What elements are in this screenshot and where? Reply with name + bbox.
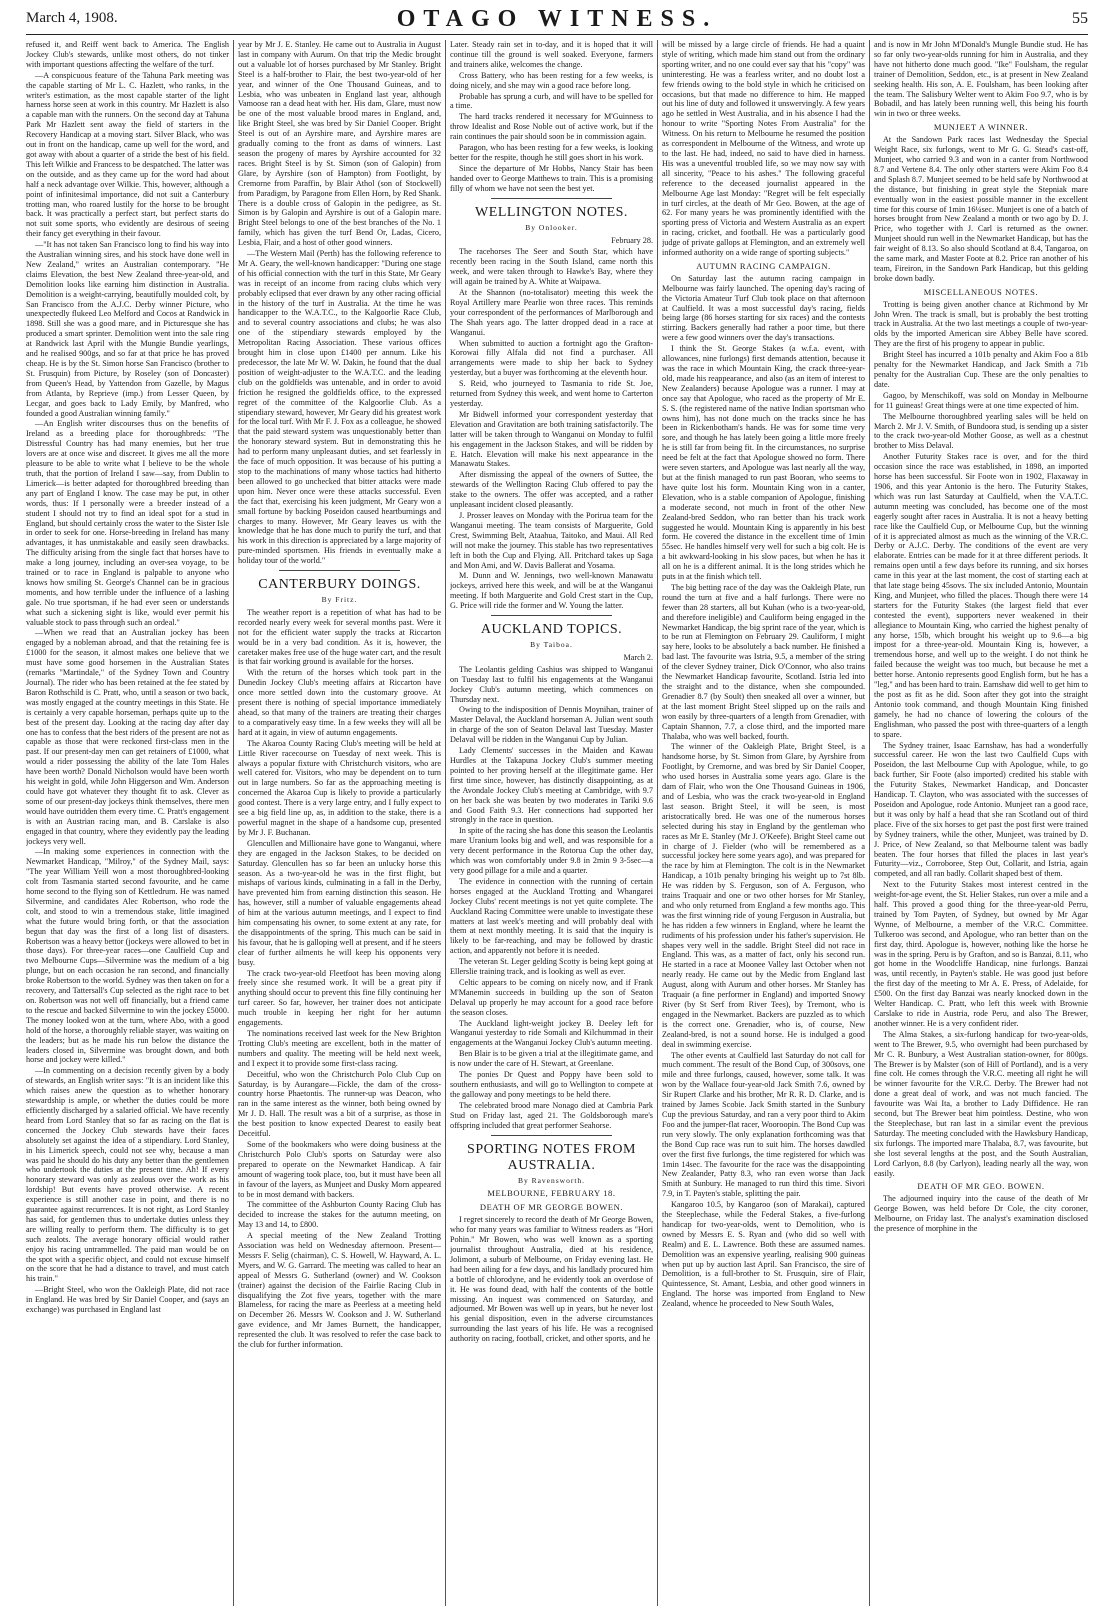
paragraph: After dismissing the appeal of the owners of Suttee, the stewards of the Wellington Racing Club offered to pay the stake to the owners. The offer was accepted, and a rather unpleasant incident closed pleasantly.: [450, 470, 653, 510]
paragraph: The Alma Stakes, a six-furlong handicap for two-year-olds, went to The Brewer, 9.5, who overnight had been purchased by Mr C. R. Bunbury, a West Australian station-owner, for 800gs. The Brewer is by Malster (son of Hill of Portland), and is a very fine colt. He comes through the V.R.C. meeting all right he will be winner favourite for the V.R.C. Derby. The Brewer had not done a great deal of work, and was not much fancied. The favourite was Wai Ita, a brother to Lady Diffidence. He ran second, but The Brewer beat him pointless. Destine, who won the Steeplechase, but ran last in a similar event the previous Saturday. The meeting concluded with the Hawksbury Handicap, six furlongs. The imported mare Thalaba, 8.7, was favourite, but she lost several lengths at the post, and the South Australian, Lord Carlyon, 8.8 (by Carlyon), leading nearly all the way, won easily.: [874, 1029, 1088, 1178]
subheading: DEATH OF MR GEO. BOWEN.: [917, 1181, 1045, 1192]
section-heading-auckland: AUCKLAND TOPICS.: [480, 622, 623, 638]
paragraph: —In commenting on a decision recently given by a body of stewards, an English writer says: "It is an incident like this which raises anew the question as to whether honorary stewardship is ample, or whether the duties could be more efficiently discharged by a salaried official. We have recently heard from Lord Stanley that so far as racing on the flat is concerned the Jockey Club stewards have their faces absolutely set against the idea of a stipendiary. Lord Stanley, in his Limerick speech, could not see why, because a man was paid he should do his duty any better than the gentlemen who undertook the duties at the present time. Ah! If every honorary steward was only as zealous over the work as his lordship! But events have proved otherwise. A recent experience is still another case in point, and there is no guarantee against recurrences. It is not right, as Lord Stanley has said, for gentlemen thus to undertake duties unless they are willing really to perform them. The difficulty is to get such zealots. The average honorary official would rather enjoy his racing untrammelled. The paid man would be on the spot with a specific object, and could not excuse himself on the score that he had a distance to travel, and must catch his train.": [26, 1066, 229, 1284]
paragraph: The winner of the Oakleigh Plate, Bright Steel, is a handsome horse, by St. Simon from Glare, by Ayrshire from Footlight, by Cremorne, and was bred by Sir Daniel Cooper, who used horses in Australia some years ago. Glare is the dam of Flair, who won the One Thousand Guineas in 1906, and of Lesbia, who was the crack two-year-old in England last season. Bright Steel, it will be seen, is most aristocratically bred. He was one of the numerous horses selected during his stay in England by the gentleman who races as Mr E. Stanley (Mr J. O'Keefe). Bright Steel came out in charge of J. Fielder (who will be remembered as a successful jockey here some years ago), and was prepared for the race by him at Flemington. The colt is in the Newmarket Handicap, a 101b penalty bringing his weight up to 7st 8lb. He was ridden by S. Ferguson, son of A. Ferguson, who trains Traquair and one or two other horses for Mr Stanley, and who only returned from England a few months ago. This was the first winning ride of young Ferguson in Australia, but he has ridden a few winners in England, where he learnt the rudiments of his profession under his father's supervision. He shapes very well in the saddle. Bright Steel did not race in England. This was, as a matter of fact, only his second run. He started in a race at Moonee Valley last October when not nearly ready. He came out by the Medic from England last August, along with Aurum and other horses. Mr Stanley has Traquair (a fine performer in England) and imported Snowy River (by St Serf from River Tees), by Tremont, who is engaged in the Newmarket. Backers are puzzled as to which is the correct one. Grenadier, who is, of course, New Zealand-bred, is not a sound horse. He is indulged a good deal in swimming exercise.: [662, 742, 865, 1049]
paragraph: Gagoo, by Menschikoff, was sold on Monday in Melbourne for 11 guineas! Great things were at one time expected of him.: [874, 390, 1088, 410]
column-rule: [869, 40, 870, 1606]
paragraph: —In making some experiences in connection with the Newmarket Handicap, "Milroy," of the Sydney Mail, says: "The year William Yeill won a most thoroughbred-looking colt from Tasmania started second favourite, and he came home second to the flying son of Kettledrum. He was named Silvermine, and candidates Alec Robertson, who rode the colt, and stood to win a tremendous stake, little imagined what the future would bring forth, or that the association begun that day was the first of a long list of disasters. Robertson was a heavy bettor (jockeys were allowed to bet in those days). For three-year races—one Caulfield Cup and two Melbourne Cups—Silvermine was the medium of a big plunge, but on each occasion he ran second, and financially broke Robertson to the world. Sydney was then taken on for a recovery, and Tattersall's Cup selected as the right race to bet on. Robertson was not well off financially, but a friend came to the rescue and backed Silvermine to win the jockey £5000. The money looked won at the turn, where Abo, with a good hold of the horse, a thoroughly reliable stayer, was waiting on the leaders; but as he made his run below the distance the leaders closed in, Silvermine was brought down, and both horse and jockey were killed.": [26, 847, 229, 1065]
masthead: [26, 6, 1088, 35]
dateline: February 28.: [611, 235, 653, 245]
paragraph: S. Reid, who journeyed to Tasmania to ride St. Joe, returned from Sydney this week, and went home to Carterton yesterday.: [450, 379, 653, 408]
paragraph: Trotting is being given another chance at Richmond by Mr John Wren. The track is small, but is probably the best trotting track in Australia. At the two last meetings a couple of two-year-olds by the imported American sire Abbey Belle have scored. They are the first of his progeny to appear in public.: [874, 299, 1088, 349]
issue-date: March 4, 1908.: [26, 10, 118, 26]
paragraph: The adjourned inquiry into the cause of the death of Mr George Bowen, was held before Dr Cole, the city coroner, Melbourne, on Friday last. The analyst's examination disclosed the presence of morphine in the: [874, 1194, 1088, 1234]
paragraph: On Saturday last the autumn racing campaign in Melbourne was fairly launched. The opening day's racing of the Victoria Amateur Turf Club took place on that afternoon at Caulfield. It was a most successful day's racing, fields being large (86 horses starting for six races) and the contests stirring. Backers generally had rather a poor time, but there were a few good winners over the day's transactions.: [662, 273, 865, 343]
byline: By Taiboa.: [530, 640, 573, 650]
paragraph: Mr Bidwell informed your correspondent yesterday that Elevation and Gravitation are both training satisfactorily. The latter will be taken through to Wanganui on Monday to fulfil his engagement in the Jackson Stakes, and will be ridden by E. Hatch. Elevation will make his next appearance in the Manawatu Stakes.: [450, 409, 653, 469]
column-5: [874, 40, 1088, 1606]
paragraph: The racehorses The Seer and South Star, which have recently been racing in the South Island, came north this week, and were taken through to Hawke's Bay, where they will again be trained by A. White at Waipawa.: [450, 247, 653, 287]
column-rule: [445, 40, 446, 1606]
section-heading-sporting-notes: SPORTING NOTES FROM AUSTRALIA.: [467, 1141, 636, 1173]
paragraph: Lady Clements' successes in the Maiden and Kawau Hurdles at the Takapuna Jockey Club's summer meeting pointed to her proving herself at the illegitimate game. Her first time since, however, has distinctly disappointing, as at the Avondale Jockey Club's meeting at Cambridge, with 9.7 on her back she was beaten by two moderates in Tariki 9.6 and Good Faith 9.3. Her connections had supported her strongly in the race in question.: [450, 746, 653, 825]
byline: By Onlooker.: [525, 222, 578, 232]
paragraph: With the return of the horses which took part in the Dunedin Jockey Club's meeting affairs at Riccarton have once more settled down into the customary groove. At present there is nothing of special importance immediately ahead, so that many of the trainers are treating their charges to a comparatively easy time. In a few weeks they will all be hard at it again, in view of autumn engagements.: [238, 668, 441, 737]
section-heading-canterbury: CANTERBURY DOINGS.: [258, 577, 421, 593]
subheading: MUNJEET A WINNER.: [933, 122, 1029, 133]
divider: [279, 570, 401, 571]
page-number: 55: [1072, 10, 1088, 27]
paragraph: The weather report is a repetition of what has had to be recorded nearly every week for several months past. Were it not for the efficient water supply the tracks at Riccarton would be in a very bad condition. As it is, however, the caretaker makes free use of the huge water cart, and the result is that fair working ground is available for the horses.: [238, 607, 441, 667]
newspaper-title: OTAGO WITNESS.: [396, 6, 718, 32]
paragraph: Glencullen and Millionaire have gone to Wanganui, where they are engaged in the Jackson Stakes, to be decided on Saturday. Glencullen has so far been an unlucky horse this season. As a two-year-old he was in the first flight, but mishaps of various kinds, culminating in a fall in the Derby, have prevented him from earning distinction this season. He has, however, still a number of valuable engagements ahead of him at the various autumn meetings, and I expect to find him compensating his owner, to some extent at any rate, for the disappointments of the spring. This much can be said in his favour, that he is galloping well at present, and if he steers clear of further ailments he will keep his opponents very busy.: [238, 838, 441, 967]
paragraph: The Auckland light-weight jockey B. Deeley left for Wanganui yesterday to ride Somali and Kilchummad in their engagements at the Wanganui Jockey Club's autumn meeting.: [450, 1018, 653, 1048]
byline: By Fritz.: [321, 595, 358, 605]
paragraph: The Akaroa County Racing Club's meeting will be held at Little River racecourse on Tuesday of next week. This is always a popular fixture with Christchurch visitors, who are well catered for. Visitors, who may be dependent on to turn out in large numbers. So far as the approaching meeting is concerned the Akaroa Cup is likely to provide a particularly good contest. There is a very large entry, and I fully expect to see a big field line up, as, in addition to the stake, there is a powerful magnet in the shape of a handsome cup, presented by Mr J. F. Buchanan.: [238, 738, 441, 837]
divider: [491, 1135, 613, 1136]
paragraph: The veteran St. Leger gelding Scotty is being kept going at Ellerslie training track, and is looking as well as ever.: [450, 957, 653, 977]
columns: [26, 40, 1088, 1606]
column-rule: [233, 40, 234, 1606]
column-2: [238, 40, 441, 1606]
paragraph: The other events at Caulfield last Saturday do not call for much comment. The result of the Bond Cup, of 300sovs, one mile and three furlongs, caused, however, some talk. It was won by the Wallace four-year-old Jack Smith 7.6, owned by Sir Rupert Clarke and his brother, Mr R. R. D. Clarke, and is trained by James Scobie. Jack Smith started in the Sunbury Cup the previous Saturday, and ran a very poor third to Akim Foo and the jumper-flat racer, Wooroopin. The Bond Cup was run very slowly. The only explanation forthcoming was that the Bond Cup race was run to suit him. The horses dawdled over the first five furlongs, the time registered for which was 1min 14sec. The favourite for the race was the disappointing New Zealander, Patty 8.3, who ran even worse than Jack Smith at Sunbury. He managed to run third this time. Sivori 7.9, in T. Payten's stable, splitting the pair.: [662, 1050, 865, 1199]
paragraph: I think the St. George Stakes (a w.f.a. event, with allowances, nine furlongs) first demands attention, because it was the race in which Mountain King, the crack three-year-old, made his reappearance, and also (as an item of interest to New Zealanders) because Apologue was a runner. I may at once say that Apologue, who raced as the property of Mr E. S. S. (the registered name of the native Indian sportsman who owns him), has not done much on the tracks since he has been in Rickenbotham's hands. He was for some time very sore, and though he has lately been going a little more freely he is still far from being fit. In the circumstances, no surprise need be felt at the fact that Apologue showed no form. There were seven starters, and Apologue was last nearly all the way, but at the finish managed to run past Booran, who seems to have quite lost his form. Mountain King won in a canter, Elevation, who is a stable companion of Apologue, finishing a moderate second, not much in front of the other New Zealand-bred Seddon, who ran better than his track work suggested he would. Mountain King is apparently in his best form. He covered the distance in the excellent time of 1min 55sec. He handles himself very well for such a big colt. He is a bit awkward-looking in his slow paces, but when he has it all on he is a different animal. It is the long strides which he puts in at the finish which tell.: [662, 344, 865, 582]
byline: By Ravensworth.: [517, 1175, 586, 1185]
paragraph: will be missed by a large circle of friends. He had a quaint style of writing, which made him stand out from the ordinary sporting writer, and no one could ever say that his "copy" was uninteresting. He was a fearless writer, and no doubt lost a few friends owing to the bold style in which he criticised on occasions, but that made no difference to him. He mapped out his line of duty and followed it unswervingly. A few years ago he settled in West Australia, and in his absence I had the honour to write "Sporting Notes From Australia" for the Witness. On his return to Melbourne he resumed the position as correspondent in Melbourne of the Witness, and wrote up to the last. He had, indeed, no said to have died in harness. His was a uneventful troubled life, so we may now say with all sincerity, "Peace to his ashes." The following graceful reference to the deceased journalist appeared in the Melbourne Age last Monday: "Regret will be felt especially in turf circles, at the death of Mr Geo. Bowen, at the age of 62. For many years he was prominently identified with the sporting press of Victoria and Western Australia as an expert in racing, cricket, and football. He was a particularly good judge of private gallops at Flemington, and an extremely well informed authority on a wide range of sporting subjects.": [662, 40, 865, 258]
paragraph: At the Sandown Park races last Wednesday the Special Weight Race, six furlongs, went to Mr G. G. Stead's cast-off, Munjeet, who carried 9.3 and won in a canter from Northwood 8.7 and Vertene 8.4. The only other starters were Akim Foo 8.4 and Splash 8.7. Munjeet seemed to be held safe by Northwood at the distance, but finishing in great style the Stepniak mare eventually won in the easiest possible manner in the excellent time for this course of 1min 16¼sec. Munjeet is one of a batch of horses brought from New Zealand a month or two ago by D. J. Price, who together with J. Carl is returned as the owner. Munjeet should run well in the Newmarket Handicap, but has the fair weight of 8.13. So also should Scotland at 8.4, Tangaroa, on the same mark, and Master Foote at 8.2. Price ran another of his team, Fireiron, in the Sandown Park Handicap, but this gelding broke down badly.: [874, 135, 1088, 283]
paragraph: Deceitful, who won the Christchurch Polo Club Cup on Saturday, is by Aurangare—Fickle, the dam of the cross-country horse Phaetontis. The runner-up was Deacon, who ran in the same interest as the winner, both being owned by Mr J. D. Hall. The result was a bit of a surprise, as those in the best position to know expected Dearest to easily beat Deceitful.: [238, 1069, 441, 1139]
paragraph: The Melbourne thoroughbred yearling sales will be held on March 2. Mr J. V. Smith, of Bundoora stud, is sending up a sister to the crack two-year-old Mother Goose, as well as a chestnut brother to Miss Delaval.: [874, 411, 1088, 451]
subheading: AUTUMN RACING CAMPAIGN.: [696, 260, 831, 271]
paragraph: and is now in Mr John M'Donald's Mungle Bundie stud. He has so far only two-year-olds running for him in Australia, and they have not hitherto done much good. "Ike" Foulsham, the regular trainer of Demolition, Seddon, etc., is at present in New Zealand seeking health. His son, A. E. Foulsham, has been looking after the team. The Salisbury Welter went to Akim Foo 9.7, who is by Bobadil, and has lately been running well, this being his fourth win in two or three weeks.: [874, 40, 1088, 119]
subheading: DEATH OF MR GEORGE BOWEN.: [479, 1202, 624, 1213]
paragraph: —The Western Mail (Perth) has the following reference to Mr A. Geary, the well-known handicapper: "During one stage of his official connection with the turf in this State, Mr Geary was in receipt of an income from racing clubs which very probably eclipsed that ever drawn by any other racing official in the history of the turf in Australia. At the time he was handicapper to the W.A.T.C., to the Kalgoorlie Race Club, and to several country associations and clubs; he was also one of the stipendiary stewards employed by the Metropolitan Racing Association. These various offices brought him in close upon £1400 per annum. Like his predecessor, the late Mr W. W. Dakin, he found that the dual position of weight-adjuster to the W.A.T.C. and the leading club on the goldfields was untenable, and in order to avoid friction he resigned the goldfields office, to the expressed regret of the committee of the Kalgoorlie Club. As a stipendiary steward, however, Mr Geary did his greatest work for the local turf. With Mr F. J. Fox as a colleague, he showed that the paid steward system was unquestionably better than the honorary steward system. But in demonstrating this he had to perform many unpleasant duties, and set fearlessly in the face of much opposition. It was because of his putting a stop to the machinations of many whose tactics had hitherto been allowed to go unchecked that bitter attacks were made upon him. Never once were these attacks successful. Even the fact that, exercising his keen judgment, Mr Geary won a small fortune by backing Poseidon caused heartburnings and charges to many. However, Mr Geary leaves us with the knowledge that he has done much to purify the turf, and that his work in this direction is appreciated by a large majority of pure-minded sportsmen. His friends in eventually make a holiday tour of the world.": [238, 249, 441, 566]
subheading: MISCELLANEOUS NOTES.: [923, 286, 1039, 297]
paragraph: —When we read that an Australian jockey has been engaged by a nobleman abroad, and that the retaining fee is £1000 for the season, it almost makes one believe that we must have some good horsemen in the Australian States (remarks "Martindale," of the Sydney Town and Country Journal). The rider who has been retained at the fee stated by Baron Rothschild is C. Pratt, who, until a season or two back, was mostly engaged at the country meetings in this State. He is certainly a very capable horseman, perhaps quite up to the best of the present day. Looking at the racing day after day one has to confess that the best riders of the present are not as capable as those that were reckoned first-class men in the past. If our present-day men can get retainers of £1000, what would a rider possessing the ability of the late Tom Hales have been worth? Donald Nicholson would have been worth his weight in gold, while John Higgerson and Wm. Anderson could have got whatever they thought fit to ask. Clever as some of our present-day jockeys think themselves, there men would have outridden them every time. C. Pratt's engagement is with an Austrian racing man, and B. Carslake is also engaged in that country, where they evidently pay the leading jockeys very well.: [26, 628, 229, 846]
paragraph: The celebrated brood mare Nonago died at Cambria Park Stud on Friday last, aged 21. The Goldsborough mare's offspring included that great performer Seahorse.: [450, 1100, 653, 1130]
paragraph: Next to the Futurity Stakes most interest centred in the weight-for-age event, the St. Helier Stakes, run over a mile and a half. This proved a good thing for the three-year-old Perru, trained by Tom Payten, of Sydney, but owned by Mr Agar Wynne, of Melbourne, a member of the V.R.C. Committee. Tulkeroo was second, and Apologue, who ran better than on the first day, third. Apologue is, however, nothing like the horse he was in the spring. Peru is by Grafton, and so is Banzai, 8.11, who got home in the Woodcliffe Handicap, nine furlongs. Banzai was, until recently, in Payten's stable. He was good just before the first day of the meeting to Mr A. E. Press, of Adelaide, for £500. On the first day Banzai was nearly knocked down in the Welter Handicap. C. Pratt, who left this week with Brownie Carslake to ride in Austria, rode Peru, and also The Brewer, another winner. He is a very confident rider.: [874, 880, 1088, 1028]
paragraph: The crack two-year-old Fleetfoot has been moving along freely since she resumed work. It will be a great pity if anything should occur to prevent this fine filly continuing her turf career. So far, however, her trainer does not anticipate much trouble in keeping her right for her autumn engagements.: [238, 968, 441, 1028]
paragraph: The hard tracks rendered it necessary for M'Guinness to throw Idealist and Rose Noble out of active work, but if the rain continues the pair should soon be in commission again.: [450, 112, 653, 142]
column-4: [662, 40, 865, 1606]
paragraph: Probable has sprung a curb, and will have to be spelled for a time.: [450, 91, 653, 111]
paragraph: The nominations received last week for the New Brighton Trotting Club's meeting are excellent, both in the matter of numbers and quality. The meeting will be held next week, and I expect it to provide some first-class racing.: [238, 1029, 441, 1068]
paragraph: Owing to the indisposition of Dennis Moynihan, trainer of Master Delaval, the Auckland horseman A. Julian went south in charge of the son of Seaton Delaval last Tuesday. Master Delaval will be ridden in the Wanganui Cup by Julian.: [450, 705, 653, 745]
paragraph: M. Dunn and W. Jennings, two well-known Manawatu jockeys, arrived here this week, and will be at the Wanganui meeting. If both Marguerite and Gold Crest start in the Cup, G. Price will ride the former and W. Young the latter.: [450, 571, 653, 611]
column-rule: [657, 40, 658, 1606]
section-heading-wellington: WELLINGTON NOTES.: [475, 204, 628, 220]
paragraph: The evidence in connection with the running of certain horses engaged at the Auckland Trotting and Whangarei Jockey Clubs' recent meetings is not yet quite complete. The Auckland Racing Committee were unable to investigate these matters at last week's meeting and will probably deal with them at next monthly meeting. It is said that the inquiry is likely to be far-reaching, and may be followed by drastic action, and apparently not before it is needed.: [450, 876, 653, 956]
paragraph: Another Futurity Stakes race is over, and for the third occasion since the race was established, in 1898, an imported horse has been successful. Sir Foote won in 1902, Flaxaway in 1906, and this year Antonio is the hero. The Futurity Stakes, which was run last Saturday at Caulfield, when the V.A.T.C. autumn meeting was concluded, has become one of the most eagerly sought after races in Australia. It is not a heavy betting race like the Caulfield Cup, or Melbourne Cup, but the winning of it is appreciated almost as much as the winning of the V.R.C. Derby or A.J.C. Derby. The conditions of the event are very elaborate. Entries can be made for it at three different periods. It remains open until a few days before its running, and six horses came in this year at the last moment, the cost of starting each at that late stage being 45sovs. The six included Antonio, Mountain King, and Munjeet, who filled the places. Though there were 14 starters for the Futurity Stakes (the largest field that ever contested the event), supporters never weakened in their allegiance to Mountain King, who carried the highest penalty of any horse, 15lb, which brought his weight up to 9.6—a big impost for a three-year-old. Mountain King is, however, a tremendous horse, and well up to the weight. I do not think he failed because the weight was too much, but because he met a better horse. Antonio represents good English form, but he has a "leg," and has been hard to train. Earnshaw did well to get him to the post as fit as he did. Soon after they got into the straight Antonio took command, and though Mountain King finished gamely, he had no chance of lowering the colours of the Englishman, who passed the post with three-quarters of a length to spare.: [874, 452, 1088, 739]
divider: [491, 615, 613, 616]
paragraph: Paragon, who has been resting for a few weeks, is looking better for the respite, though he still goes short in his work.: [450, 143, 653, 162]
paragraph: Some of the bookmakers who were doing business at the Christchurch Polo Club's sports on Saturday were also prepared to operate on the Newmarket Handicap. A fair amount of wagering took place, too, but it must have been all in favour of the layers, as Munjeet and Dusky Morn appeared to be in most demand with backers.: [238, 1139, 441, 1199]
paragraph: When submitted to auction a fortnight ago the Grafton-Korowai filly Alfala did not find a purchaser. All arrangements were made to ship her back to Sydney yesterday, but a buyer was forthcoming at the eleventh hour.: [450, 338, 653, 378]
paragraph: A special meeting of the New Zealand Trotting Association was held on Wednesday afternoon. Present—Messrs F. Selig (chairman), C. S. Howell, W. Hayward, A. L. Myers, and W. G. Garrard. The meeting was called to hear an appeal of Messrs G. Sutherland (owner) and W. Cookson (trainer) against the decision of the Fairlie Racing Club in disqualifying the Zot five years, together with the mare Blameless, for racing the mare as Peerless at a meeting held on December 26. Messrs W. Cookson and J. W. Sutherland gave evidence, and Mr James Burnett, the handicapper, represented the club. It was resolved to refer the case back to the club for further information.: [238, 1231, 441, 1350]
paragraph: At the Shannon (no-totalisator) meeting this week the Royal Artillery mare Pearlie won three races. This reminds your correspondent of the performances of Marlborough and The Shah years ago. The latter dropped dead in a race at Wanganui.: [450, 288, 653, 337]
paragraph: —"It has not taken San Francisco long to find his way into the Australian winning sires, and his stock have done well in New Zealand," writes an Australian contemporary. "He claims Elevation, the best New Zealand three-year-old, and Demolition looks like earning him distinction in Australia. Demolition is a weight-carrying, beautifully moulded colt, by San Francisco from the A.J.C. Derby winner Picture, who unexpectedly flukeed Leo Melford and Cocos at Randwick in 1898. Still she was a good mare, and in Picturesque she has produced a smart sprinter. Demolition went into the sale ring at Randwick last April with the Mungie Bundie yearlings, and he realised 900gs, and so far at that price he has proved cheap. He is by the St. Simon horse San Francisco (brother to St. Frusquin) from Picture, by Roseley (son of Doncaster) from Queen's Head, by Yattendon from Gazelle, by Magus from Atlanta, by Reprieve (imp.) from Lesser Queen, by Lecgar, and goes back to Lady Emily, by Manfred, who founded a good Australian winning family.": [26, 240, 229, 418]
paragraph: Since the departure of Mr Hobbs, Nancy Stair has been handed over to George Matthews to train. This is a promising filly of whom we have not seen the best yet.: [450, 163, 653, 193]
paragraph: I regret sincerely to record the death of Mr George Bowen, who for many years was familiar to Witness readers as "Hori Pohin." Mr Bowen, who was well known as a sporting journalist throughout Australia, died at his residence, Jolimont, a suburb of Melbourne, on Friday evening last. He had been ailing for a few days, and his landlady procured him a bottle of chlorodyne, and he evidently took an overdose of it. He was found dead, with half the contents of the bottle missing. An inquest was commenced on Saturday, and adjourned. Mr Bowen was well up in years, but he never lost his genial disposition, even in the adverse circumstances surrounding the last years of his life. He was a recognised authority on racing, football, cricket, and other sports, and he: [450, 1215, 653, 1344]
paragraph: The Leolantis gelding Cashius was shipped to Wanganui on Tuesday last to fulfil his engagements at the Wanganui Jockey Club's autumn meeting, which commences on Thursday next.: [450, 664, 653, 704]
column-1: [26, 40, 229, 1606]
dateline: March 2.: [623, 652, 653, 662]
paragraph: The big betting race of the day was the Oakleigh Plate, run round the turn at five and a half furlongs. There were no fewer than 28 starters, all but Kuhan (who is a two-year-old, and therefore ineligible) and Cauliform being engaged in the Newmarket Handicap, the big sprint race of the year, which is to be run at Flemington on February 29. Cauliform, I might say here, looks to be absolutely a back number. He finished a bad last. The favourite was Istria, 9.5, a member of the string of the clever Sydney trainer, Dick O'Connor, who also trains the Newmarket Handicap favourite, Scotland. Istria led into the straight and to the distance, when she compounded. Grenadier 8.7 (by Soult) then sneaked all over a winner, but at the last moment Bright Steel slipped up on the rails and won easily by three-quarters of a length from Grenadier, with Captain Shannon, 7.7, a close third, and the imported mare Thalaba, who was well backed, fourth.: [662, 582, 865, 741]
paragraph: In spite of the racing she has done this season the Leolantis mare Uranium looks big and well, and was responsible for a very decent performance in the Rotorua Cup the other day, which was won comfortably under 9.8 in 2min 9 3-5sec—a very good pillage for a mile and a quarter.: [450, 826, 653, 875]
paragraph: The ponies Dr Quest and Poppy have been sold to southern enthusiasts, and will go to Wellington to compete at the galloway and pony meetings to be held there.: [450, 1070, 653, 1099]
paragraph: —An English writer discourses thus on the benefits of Ireland as a breeding place for thoroughbreds: "The Distressful Country has had many enemies, but her true lovers are at once wise and discreet. It gives me all the more pleasure to be able to write what I believe to be the whole truth, that the portion of Ireland I saw—say, from Dublin to Limerick—is better adapted for thoroughbred breeding than any part of England I know. The case may be put, in other words, thus: If I personally were a breeder instead of a student I should not try to find an ideal spot for a stud in England, but should certainly cross the water to the Sister Isle in order to seek for one. Horse-breeding in Ireland has many advantages, it has unmistakable and easily seen drawbacks. The difficulty arising from the single fact that horses have to make a long journey, including an over-sea voyage, to be trained or to race in England is palpable to anyone who knows how smiling St. George's Channel can be in gracious moments, and how terrible under the influence of a lashing gale. No true sportsman, if he had ever seen or understands what such a sickening sight is like, would ever permit his valuable stock to pass through such an ordeal.": [26, 419, 229, 627]
dateline: MELBOURNE, FEBRUARY 18.: [487, 1188, 616, 1199]
paragraph: Kangaroo 10.5, by Kangaroo (son of Marakai), captured the Steeplechase, while the Federal Stakes, a five-furlong handicap for two-year-olds, went to Demolition, who is owned by Messrs E. S. Ryan and (who did so well with Realm) and E. L. Lawrence. Both these are assumed names. Demolition was an expensive yearling, realising 900 guineas when put up by auction last April. San Francisco, the sire of Demolition, is a full-brother to St. Frusquin, sire of Flair, Quintessence, St. Amant, Lesbia, and other good winners in England. The horse was imported from England to New Zealand, whence he proceeded to New South Wales,: [662, 1200, 865, 1309]
paragraph: The committee of the Ashburton County Racing Club has decided to increase the stakes for the autumn meeting, on May 13 and 14, to £800.: [238, 1200, 441, 1230]
paragraph: Cross Battery, who has been resting for a few weeks, is doing nicely, and she may win a good race before long.: [450, 70, 653, 90]
paragraph: Later. Steady rain set in to-day, and it is hoped that it will continue till the ground is well soaked. Everyone, farmers and trainers alike, welcomes the change.: [450, 40, 653, 69]
paragraph: J. Prosser leaves on Monday with the Porirua team for the Wanganui meeting. The team consists of Marguerite, Gold Crest, Swimming Belt, Ataahua, Taitoko, and Maui. All Red will not make the journey. This stable has two representatives left in both the Cup and Flying. All. Pritchard takes up Saga and Mon Ami, and W. Davis Ballerat and Yosama.: [450, 510, 653, 570]
column-3: [450, 40, 653, 1606]
paragraph: year by Mr J. E. Stanley. He came out to Australia in August last in company with Aurum. On that trip the Medic brought out a valuable lot of horses purchased by Mr Stanley. Bright Steel is a half-brother to Flair, the best two-year-old of her year, and winner of the One Thousand Guineas, and to Lesbia, who was unbeaten in England last year, although Vamoose ran a dead heat with her. His dam, Glare, must now be one of the most valuable brood mares in England, and, like Bright Steel, she was bred by Sir Daniel Cooper. Bright Steel is out of an Ayrshire mare, and Ayrshire mares are gradually coming to the front as dams of winners. Last season the progeny of mares by Ayrshire accounted for 32 races. Bright Steel is by St. Simon (son of Galopin) from Glare, by Ayrshire (son of Hampton) from Footlight, by Cremorne from Paraffin, by Blair Athol (son of Stockwell) from Paradigm, by Paragone from Ellen Horn, by Red Shank. There is a double cross of Galopin in the pedigree, as St. Simon is by Galopin and Ayrshire is out of a Galopin mare. Bright Steel belongs to one of the best branches of the No. 1 family, which has given the turf Bend Or, Ladas, Cicero, Lesbia, Flair, and a host of other good winners.: [238, 40, 441, 248]
paragraph: Bright Steel has incurred a 101b penalty and Akim Foo a 81b penalty for the Newmarket Handicap, and Jack Smith a 71b penalty for the Australian Cup. These are the only penalties to date.: [874, 350, 1088, 389]
paragraph: Ben Blair is to be given a trial at the illegitimate game, and is now under the care of H. Stewart, at Greenlane.: [450, 1049, 653, 1069]
paragraph: —Bright Steel, who won the Oakleigh Plate, did not race in England. He was bred by Sir Daniel Cooper, and (says an exchange) was purchased in England last: [26, 1285, 229, 1315]
paragraph: —A conspicuous feature of the Tahuna Park meeting was the capable starting of Mr L. C. Hazlett, who ranks, in the writer's estimation, as the most capable starter of the light harness horse seen at work in this country. Mr Hazlett is also a capable man with the runners. On the second day at Tahuna Park Mr Hazlett sent away the field of starters in the Recovery Handicap at a moving start. Silver Black, who was out in front on the handicap, came up well for the word, and got away with about a quarter of a stride the best of his field. This left Wilkie and Francess to be despatched. The latter was on the outside, and as they came up for the word had about half a neck advantage over Wilkie. This, however, although a point of infinitesimal importance, did not suit a Canterbury trotting man, who roared lustily for the horse to be brought back. It was practically a perfect start, but perfect starts do not suit some sports, who evidently are desirous of seeing their fancy get everything in their favour.: [26, 70, 229, 239]
divider: [491, 198, 613, 199]
paragraph: refused it, and Reiff went back to America. The English Jockey Club's stewards, unlike most others, do not tinker with important questions affecting the welfare of the turf.: [26, 40, 229, 69]
paragraph: The Sydney trainer, Isaac Earnshaw, has had a wonderfully successful career. He won the last two Caulfield Cups with Poseidon, the last Melbourne Cup with Apologue, while, to go back further, Sir Foote (also imported) credited his stable with the Futurity Stakes, Newmarket Handicap, and Doncaster Handicap. T. Clayton, who was associated with the successes of Poseidon and Apologue, rode Antonio. Munjeet ran a good race, but it was only by half a head that she ran Scotland out of third place. Five of the six horses to get past the post first were trained by Sydney trainers, while the other, Munjeet, was trained by D. J. Price, of New Zealand, so that Melbourne talent was badly beaten. The four horses that filled the places in last year's Futurity—viz., Corroboree, Step Out, Collarit, and Istria, again competed, and all ran badly. Collarit shaped best of them.: [874, 740, 1088, 879]
paragraph: Celtic appears to be coming on nicely now, and if Frank M'Manemin succeeds in building up the son of Seaton Delaval up properly he may account for a good race before the season closes.: [450, 977, 653, 1017]
